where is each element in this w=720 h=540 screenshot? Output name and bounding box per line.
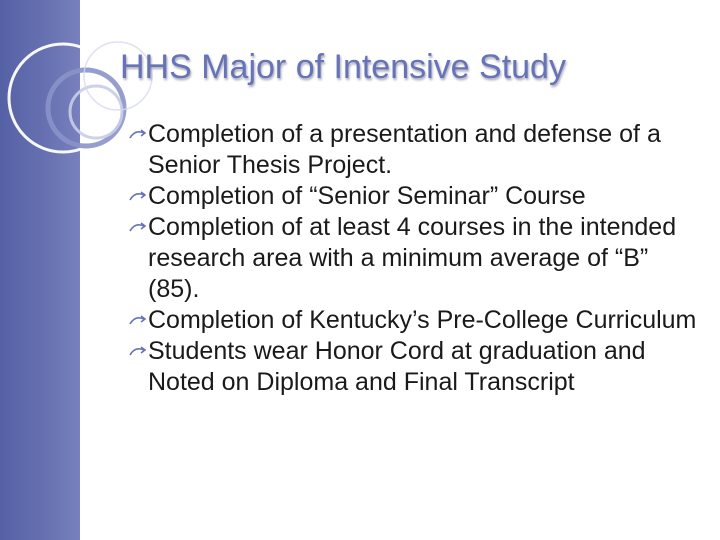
curved-arrow-bullet-icon: [128, 344, 148, 358]
curved-arrow-bullet-icon: [128, 313, 148, 327]
bullet-item: [128, 305, 698, 336]
bullet-item: [128, 336, 698, 398]
slide-title: HHS Major of Intensive Study: [120, 48, 566, 86]
curved-arrow-bullet-icon: [128, 220, 148, 234]
bullet-text: Completion of at least 4 courses in the intended research area with a minimum average of “B” (85).: [148, 213, 677, 303]
bullet-list: [128, 119, 698, 398]
curved-arrow-bullet-icon: [128, 189, 148, 203]
side-decoration-band: [0, 0, 80, 540]
bullet-text: Completion of “Senior Seminar” Course: [148, 182, 586, 210]
bullet-item: [128, 212, 698, 305]
bullet-text: Students wear Honor Cord at graduation and Noted on Diploma and Final Transcript: [148, 337, 646, 396]
bullet-item: [128, 181, 698, 212]
bullet-text: Completion of Kentucky’s Pre-College Curriculum: [148, 306, 697, 334]
bullet-item: [128, 119, 698, 181]
curved-arrow-bullet-icon: [128, 127, 148, 141]
bullet-text: Completion of a presentation and defense of a Senior Thesis Project.: [148, 120, 661, 179]
